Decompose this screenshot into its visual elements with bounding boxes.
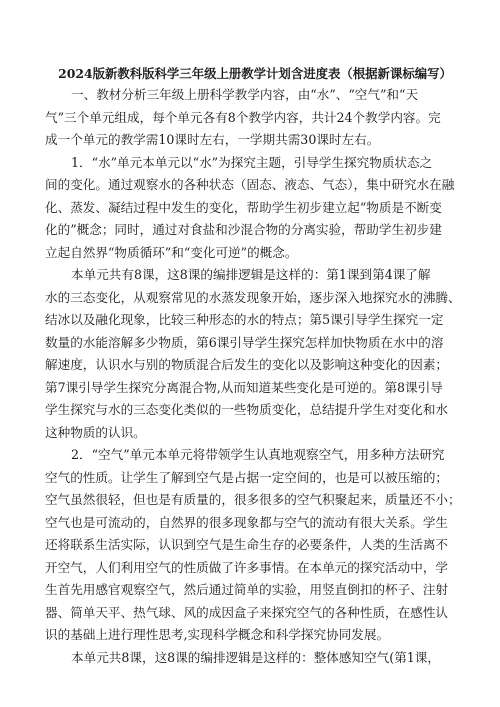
text-line: 开空气，人们利用空气的性质做了许多事情。在本单元的探究活动中，学 [45,559,448,575]
text-line: 解速度，认识水与别的物质混合后发生的变化以及影响这种变化的因素； [45,357,448,372]
text-line: 气”三个单元组成，每个单元各有8个教学内容，共计24个教学内容。完 [45,109,441,125]
text-line: 2．“空气”单元本单元将带领学生认真地观察空气，用多种方法研究 [71,447,445,462]
text-line: 化、蒸发、凝结过程中发生的变化，帮助学生初步建立起“物质是不断变 [45,199,442,215]
document-title: 2024版新教科版科学三年级上册教学计划含进度表（根据新课标编写） [58,66,452,81]
text-line: 生首先用感官观察空气，然后通过简单的实验，用竖直倒扣的杯子、注射 [45,582,448,597]
document-body [45,84,470,669]
text-line: 本单元共有8课，这8课的编排逻辑是这样的：第1课到第4课了解 [71,267,431,282]
text-line: 化的”概念；同时，通过对食盐和沙混合物的分离实验，帮助学生初步建 [45,222,442,237]
text-line: 数量的水能溶解多少物质，第6课引导学生探究怎样加快物质在水中的溶 [45,334,444,350]
text-line: 成一个单元的教学需10课时左右，一学期共需30课时左右。 [45,132,380,147]
text-line: 间的变化。通过观察水的各种状态（固态、液态、气态），集中研究水在融 [45,177,455,192]
text-line: 识的基础上进行理性思考,实现科学概念和科学探究协同发展。 [45,627,390,642]
text-line: 器、简单天平、热气球、风的成因盒子来探究空气的各种性质，在感性认 [45,604,448,620]
text-line: 一、教材分析三年级上册科学教学内容，由“水”、“空气”和“天 [71,87,419,102]
text-line: 结冰以及融化现象，比较三种形态的水的特点；第5课引导学生探究一定 [45,312,444,327]
text-line: 本单元共8课，这8课的编排逻辑是这样的：整体感知空气(第1课， [71,649,440,665]
text-line: 第7课引导学生探究分离混合物,从而知道某些变化是可逆的。第8课引导 [45,379,443,395]
text-line: 空气也是可流动的，自然界的很多现象都与空气的流动有很大关系。学生 [45,514,448,530]
text-line: 还将联系生活实际，认识到空气是生命生存的必要条件，人类的生活离不 [45,537,448,552]
text-line: 空气的性质。让学生了解到空气是占据一定空间的，也是可以被压缩的； [45,469,448,485]
text-line: 学生探究与水的三态变化类似的一些物质变化，总结提升学生对变化和水 [45,402,448,417]
text-line: 这种物质的认识。 [45,424,146,440]
text-line: 水的三态变化，从观察常见的水蒸发现象开始，逐步深入地探究水的沸腾、 [45,289,461,305]
text-line: 1．“水”单元本单元以“水”为探究主题，引导学生探究物质状态之 [71,154,433,170]
text-line: 空气虽然很轻，但也是有质量的，很多很多的空气积聚起来，质量还不小； [45,492,461,507]
text-line: 立起自然界“物质循环”和“变化可逆”的概念。 [45,244,298,260]
